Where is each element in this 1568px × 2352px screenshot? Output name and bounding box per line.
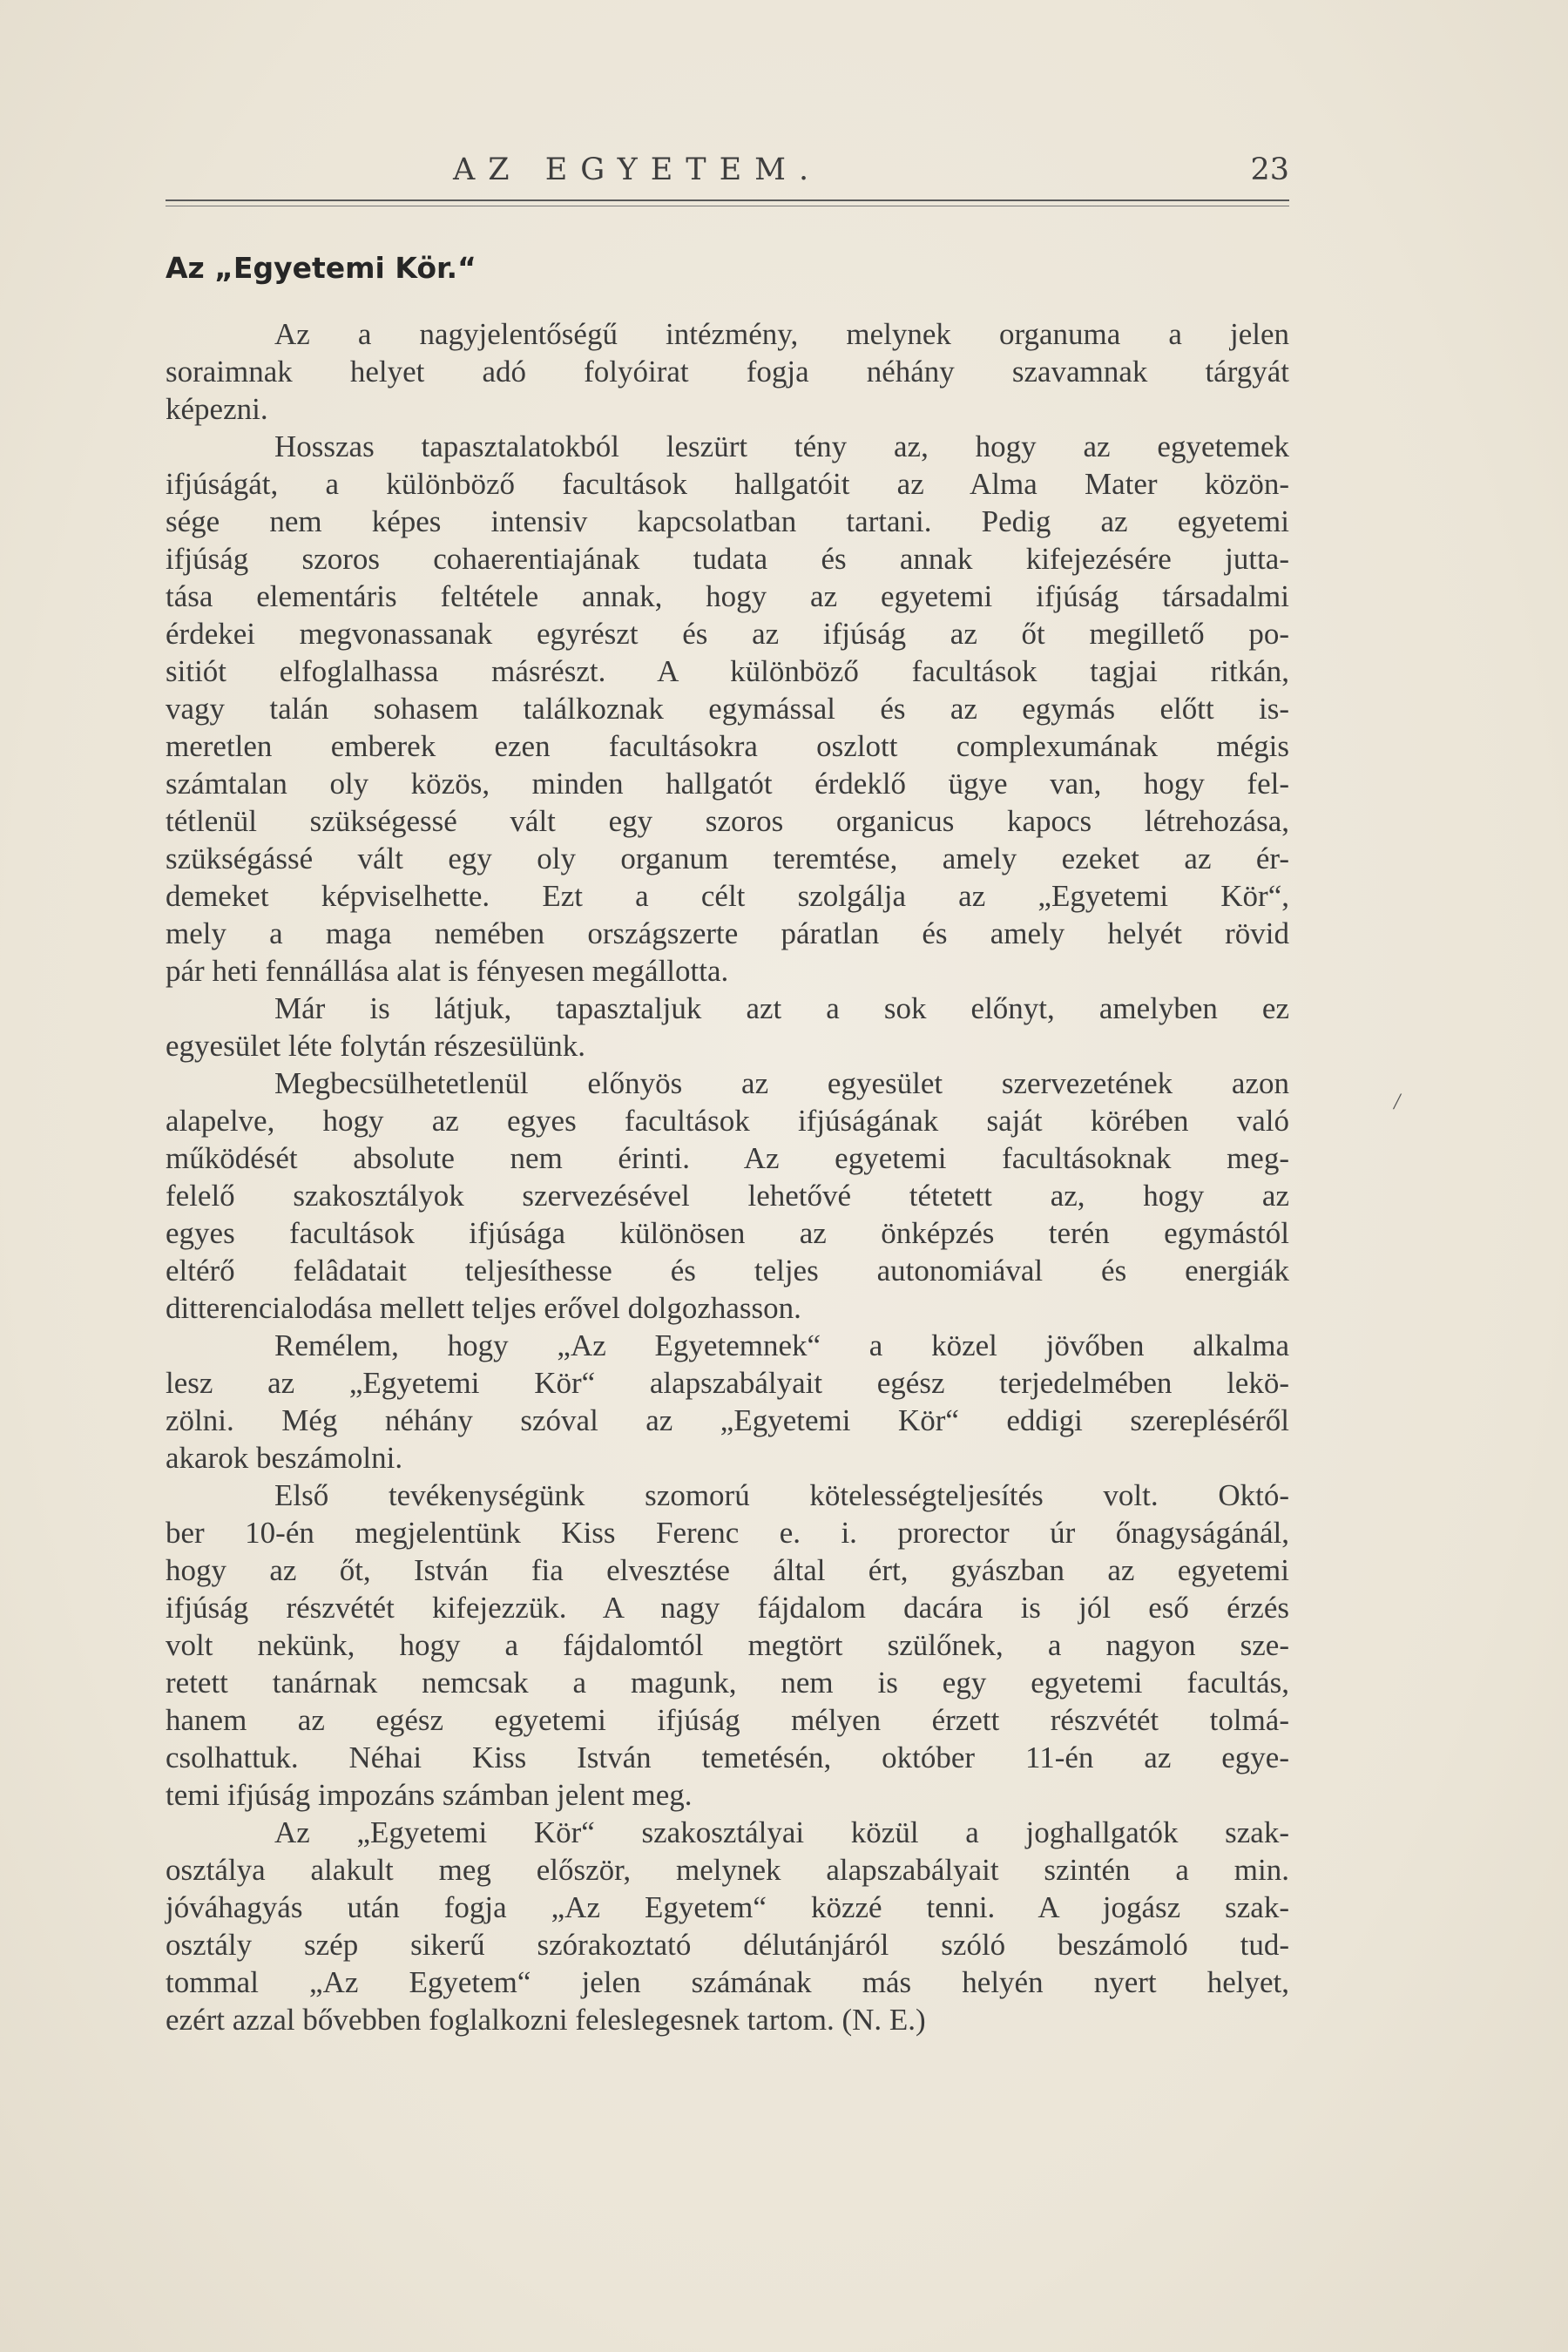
text-line: retett tanárnak nemcsak a magunk, nem is egy egyetemi facultás, — [166, 1666, 1289, 1700]
text-line: Az „Egyetemi Kör“ szakosztályai közül a joghallgatók szak- — [274, 1815, 1289, 1849]
text-line: Első tevékenységünk szomorú kötelességteljesítés volt. Októ- — [274, 1478, 1289, 1512]
text-line: alapelve, hogy az egyes facultások ifjúságának saját körében való — [166, 1104, 1289, 1138]
running-title: AZ EGYETEM. — [453, 152, 822, 187]
article-title: Az „Egyetemi Kör.“ — [166, 251, 476, 285]
text-line: Megbecsülhetetlenül előnyös az egyesület szervezetének azon — [274, 1066, 1289, 1100]
text-line: hanem az egész egyetemi ifjúság mélyen érzett részvétét tolmá- — [166, 1703, 1289, 1737]
text-line: tása elementáris feltétele annak, hogy az egyetemi ifjúság társadalmi — [166, 579, 1289, 613]
text-line: ifjúság részvétét kifejezzük. A nagy fájdalom dacára is jól eső érzés — [166, 1591, 1289, 1625]
text-line: egyes facultások ifjúsága különösen az önképzés terén egymástól — [166, 1216, 1289, 1250]
text-line: működését absolute nem érinti. Az egyetemi facultásoknak meg- — [166, 1141, 1289, 1175]
text-line: demeket képviselhette. Ezt a célt szolgálja az „Egyetemi Kör“, — [166, 879, 1289, 913]
text-line: egyesület léte folytán részesülünk. — [166, 1029, 586, 1063]
text-line: ezért azzal bővebben foglalkozni feleslegesnek tartom. (N. E.) — [166, 2003, 926, 2037]
text-line: Már is látjuk, tapasztaljuk azt a sok előnyt, amelyben ez — [274, 991, 1289, 1025]
page-header — [166, 152, 1289, 196]
text-line: meretlen emberek ezen facultásokra oszlott complexumának mégis — [166, 729, 1289, 763]
text-line: osztály szép sikerű szórakoztató délutánjáról szóló beszámoló tud- — [166, 1928, 1289, 1962]
text-line: temi ifjúság impozáns számban jelent meg. — [166, 1778, 693, 1812]
article-body — [166, 315, 1289, 2038]
text-line: tétlenül szükségessé vált egy szoros organicus kapocs létrehozása, — [166, 804, 1289, 838]
text-line: Hosszas tapasztalatokból leszürt tény az, hogy az egyetemek — [274, 429, 1289, 463]
header-rule — [166, 199, 1289, 201]
text-line: soraimnak helyet adó folyóirat fogja néhány szavamnak tárgyát — [166, 355, 1289, 389]
text-line: ifjúságát, a különböző facultások hallgatóit az Alma Mater közön- — [166, 467, 1289, 501]
text-line: pár heti fennállása alat is fényesen megállotta. — [166, 954, 729, 988]
text-line: Az a nagyjelentőségű intézmény, melynek organuma a jelen — [274, 317, 1289, 351]
text-line: ditterencialodása mellett teljes erővel dolgozhasson. — [166, 1291, 801, 1325]
text-line: sége nem képes intensiv kapcsolatban tartani. Pedig az egyetemi — [166, 504, 1289, 538]
text-line: volt nekünk, hogy a fájdalomtól megtört szülőnek, a nagyon sze- — [166, 1628, 1289, 1662]
margin-mark: / — [1394, 1089, 1401, 1114]
text-line: tommal „Az Egyetem“ jelen számának más helyén nyert helyet, — [166, 1965, 1289, 1999]
page-number: 23 — [1250, 152, 1289, 187]
text-line: akarok beszámolni. — [166, 1441, 403, 1475]
text-line: szükségássé vált egy oly organum teremtése, amely ezeket az ér- — [166, 841, 1289, 875]
text-line: felelő szakosztályok szervezésével lehetővé tétetett az, hogy az — [166, 1179, 1289, 1213]
text-line: hogy az őt, István fia elvesztése által ért, gyászban az egyetemi — [166, 1553, 1289, 1587]
text-line: számtalan oly közös, minden hallgatót érdeklő ügye van, hogy fel- — [166, 767, 1289, 801]
text-line: ifjúság szoros cohaerentiajának tudata és annak kifejezésére jutta- — [166, 542, 1289, 576]
text-line: ber 10-én megjelentünk Kiss Ferenc e. i. prorector úr őnagyságánál, — [166, 1516, 1289, 1550]
text-line: eltérő felâdatait teljesíthesse és teljes autonomiával és energiák — [166, 1254, 1289, 1288]
text-line: képezni. — [166, 392, 268, 426]
text-line: jóváhagyás után fogja „Az Egyetem“ közzé tenni. A jogász szak- — [166, 1890, 1289, 1924]
text-line: mely a maga nemében országszerte páratlan és amely helyét rövid — [166, 916, 1289, 950]
text-line: vagy talán sohasem találkoznak egymással és az egymás előtt is- — [166, 692, 1289, 726]
text-line: Remélem, hogy „Az Egyetemnek“ a közel jövőben alkalma — [274, 1328, 1289, 1362]
text-line: osztálya alakult meg először, melynek alapszabályait szintén a min. — [166, 1853, 1289, 1887]
text-line: érdekei megvonassanak egyrészt és az ifjúság az őt megillető po- — [166, 617, 1289, 651]
text-line: zölni. Még néhány szóval az „Egyetemi Kör“ eddigi szerepléséről — [166, 1403, 1289, 1437]
text-line: lesz az „Egyetemi Kör“ alapszabályait egész terjedelmében lekö- — [166, 1366, 1289, 1400]
text-line: sitiót elfoglalhassa másrészt. A különböző facultások tagjai ritkán, — [166, 654, 1289, 688]
text-line: csolhattuk. Néhai Kiss István temetésén, október 11-én az egye- — [166, 1740, 1289, 1774]
